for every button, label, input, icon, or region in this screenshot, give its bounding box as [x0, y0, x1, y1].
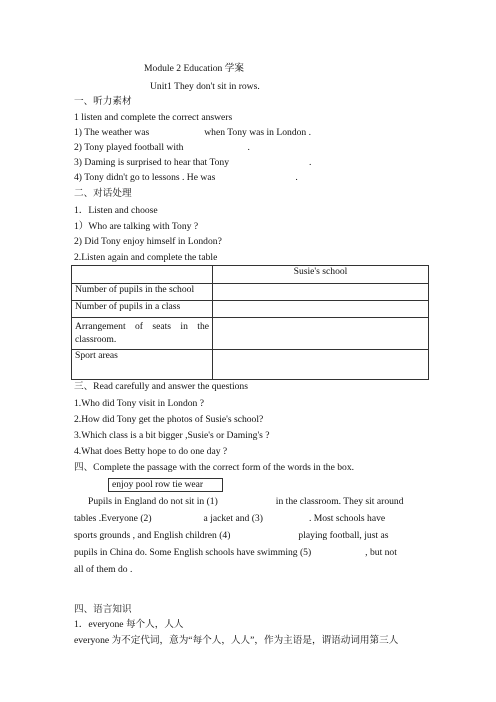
table-answer-cell[interactable] [213, 318, 429, 350]
table-empty-cell [72, 266, 213, 284]
table-row-label: Arrangement of seats in the classroom. [72, 318, 213, 350]
table-row [72, 301, 429, 318]
section-2-heading: 二、对话处理 [74, 188, 132, 199]
table-row-label: Sport areas [72, 350, 213, 380]
section-5-heading: 四、语言知识 [74, 604, 132, 615]
table-answer-cell[interactable] [213, 301, 429, 318]
passage-line-5: all of them do . [74, 564, 133, 575]
section-2-question-1: 1）Who are talking with Tony ? [74, 221, 199, 232]
passage-line-2: tables .Everyone (2) a jacket and (3) . Most schools have [74, 513, 386, 524]
section-3-heading: 三、Read carefully and answer the questions [74, 381, 248, 392]
section-4-heading: 四、Complete the passage with the correct form of the words in the box. [74, 462, 355, 473]
page-title: Module 2 Education 学案 [144, 63, 244, 74]
table-row [72, 318, 429, 350]
table-header: Susie's school [213, 266, 429, 284]
section-2-task-2: 2.Listen again and complete the table [74, 252, 218, 263]
listening-item-1: 1) The weather was when Tony was in London . [74, 127, 312, 138]
page-subtitle: Unit1 They don't sit in rows. [150, 81, 260, 92]
listening-item-3: 3) Daming is surprised to hear that Tony . [74, 157, 312, 168]
section-2-task-1: 1．Listen and choose [74, 205, 158, 216]
section-3-question-3: 3.Which class is a bit bigger ,Susie's or Daming's ? [74, 430, 270, 441]
table-answer-cell[interactable] [213, 284, 429, 301]
table-row-label: Number of pupils in a class [72, 301, 213, 318]
passage-line-4: pupils in China do. Some English schools have swimming (5) , but not [74, 547, 397, 558]
listening-item-2: 2) Tony played football with . [74, 142, 250, 153]
table-row [72, 284, 429, 301]
table-row-label: Number of pupils in the school [72, 284, 213, 301]
passage-line-3: sports grounds , and English children (4) playing football, just as [74, 530, 389, 541]
listening-item-4: 4) Tony didn't go to lessons . He was . [74, 172, 298, 183]
section-3-question-2: 2.How did Tony get the photos of Susie's school? [74, 414, 264, 425]
section-5-text: everyone 为不定代词，意为“每个人，人人”，作为主语是，谓语动词用第三人 [74, 635, 399, 646]
section-5-item: 1．everyone 每个人，人人 [74, 619, 184, 630]
section-3-question-4: 4.What does Betty hope to do one day ? [74, 446, 228, 457]
section-1-task: 1 listen and complete the correct answers [74, 112, 233, 123]
passage-line-1: Pupils in England do not sit in (1) in the classroom. They sit around [88, 496, 404, 507]
section-2-question-2: 2) Did Tony enjoy himself in London? [74, 236, 222, 247]
section-1-heading: 一、听力素材 [74, 96, 132, 107]
table-answer-cell[interactable] [213, 350, 429, 380]
susies-school-table [71, 265, 429, 380]
table-row [72, 350, 429, 380]
section-3-question-1: 1.Who did Tony visit in London ? [74, 398, 204, 409]
word-box: enjoy pool row tie wear [108, 478, 223, 492]
